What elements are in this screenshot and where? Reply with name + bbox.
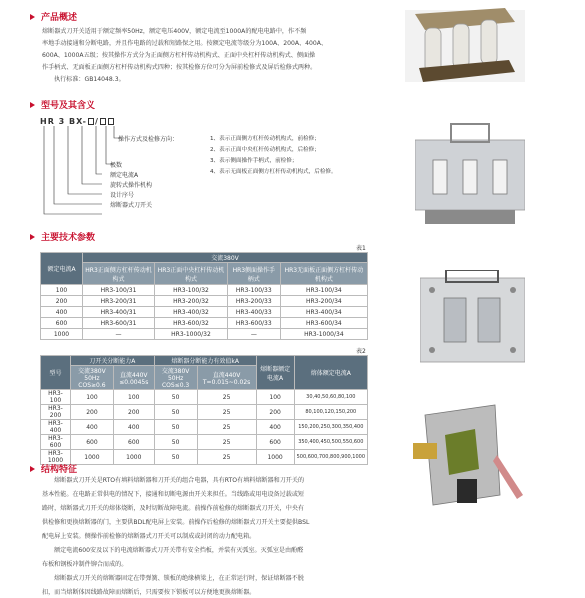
table-row: HR3-1000 1000 1000 50 25 1000 500,600,700,800,900,1000 (41, 450, 368, 465)
table1-note: 表1 (356, 245, 366, 252)
overview-paragraph: 熔断器式刀开关适用于额定频率50Hz，额定电压400V，额定电流至1000A的配电电路中，作不频 率地手动接通和分断电路，并且作电路的过载和短路保之用。按额定电流等级分为100A、200A、400A、 600A、1000A五级；按其操作方式分为正面侧方杠杆传动机构式、正面中央杠杆传动机构式、侧面操 作手柄式、无面板正面侧方杠杆传动机构式四种；按其检修方位可分为屏前检修式及屏后检修式两种。 执行标准：GB14048.3。 (42, 28, 328, 83)
table1: 额定电流A 交流380V HR3正面侧方杠杆传动机构式 HR3正面中央杠杆传动机构式 HR3侧面操作手柄式 HR3无面板正面侧方杠杆传动机构式 100 HR3-100/31 HR3-100/32 HR3-100/33 HR3-100/34 200 HR3-200/31 HR3-200/32 HR3-200/33 HR3-200/34 400 HR3-400/31 HR3-400/32 HR3-400/33 HR3-400/34 600 HR3-600/31 HR3-600/32 HR3-600/33 HR3-600/34 1000 — HR3-1000/32 — HR3-1000/34 (40, 252, 368, 340)
triangle-marker-icon (30, 466, 35, 472)
label-mechanism: 旋转式操作机构 (110, 182, 153, 189)
model-code: HR 3 BX- / (40, 117, 115, 126)
triangle-marker-icon (30, 14, 35, 20)
triangle-marker-icon (30, 102, 35, 108)
product-photo-3 (420, 270, 525, 370)
table-row: 100 HR3-100/31 HR3-100/32 HR3-100/33 HR3-100/34 (41, 285, 368, 296)
table-row: HR3-200 200 200 50 25 200 80,100,120,150,200 (41, 405, 368, 420)
triangle-marker-icon (30, 234, 35, 240)
table-row: HR3-400 400 400 50 25 400 150,200,250,300,350,400 (41, 420, 368, 435)
table-row: 200 HR3-200/31 HR3-200/32 HR3-200/33 HR3-200/34 (41, 296, 368, 307)
structure-paragraph: 熔断器式刀开关是RTO有填料熔断器和刀开关的组合电器，具有RTO有填料熔断器和刀开关的 基本性能。在电路正常供电的情况下，接通和切断电源由开关来担任。当线路或用电设备过载或短 路时，熔断器式刀开关的熔体烧断，及时切断故障电流。前操作前检修的熔断器式刀开关，中央有 供检修和更换熔断器的门，主要供BDL配电屏上安装。前操作后检修的熔断器式刀开关主要提供BSL 配电屏上安装。侧操作前检修的熔断器式刀开关可以制成或封闭的动力配电箱。 额定电流600安及以下的电流熔断器式刀开关带有安全挡板，并装有灭弧室。灭弧室是由酚醛 布板和钢板冲制件铆合而成的。 熔断器式刀开关的熔断器固定在带弹簧、锁板的绝缘横梁上，在正常运行时，保证熔断器不脱 扣，而当熔断体因线路故障而熔断后，只需要按下锁板可以方便地更换熔断器。 (42, 477, 310, 596)
label-pole: 极数 (110, 162, 123, 169)
table-row: 1000 — HR3-1000/32 — HR3-1000/34 (41, 329, 368, 340)
label-name: 熔断器式刀开关 (110, 202, 153, 209)
label-current: 额定电流A (110, 172, 139, 179)
table-row: 600 HR3-600/31 HR3-600/32 HR3-600/33 HR3-600/34 (41, 318, 368, 329)
table-row: HR3-600 600 600 50 25 600 350,400,450,500,550,600 (41, 435, 368, 450)
product-photo-4 (405, 395, 530, 525)
table2-note: 表2 (356, 348, 366, 355)
section-title-model: 型号及其含义 (30, 98, 95, 111)
product-photo-2 (415, 120, 525, 230)
operation-list: 1、表示正面侧方杠杆传动机构式，前检修； 2、表示正面中央杠杆传动机构式，后检修； 3、表示侧面操作手柄式，前检修； 4、表示无面板正面侧方杠杆传动机构式，后检修。 (210, 136, 337, 175)
label-operation: 操作方式及检修方向： (118, 136, 179, 143)
section-title-structure: 结构特征 (30, 462, 77, 475)
table-row: 400 HR3-400/31 HR3-400/32 HR3-400/33 HR3-400/34 (41, 307, 368, 318)
table2: 型号 刀开关分断能力A 熔断器分断能力有效值kA 熔断器额定电流A 熔体额定电流A 交流380V 50Hz COS≥0.6 直流440V ≤0.0045s 交流380V 50Hz COS≤0.3 直流440V T=0.015~0.02s HR3-100 100 100 50 25 100 30,40,50,60,80,100 HR3-200 200 200 50 25 200 80,100,120,150,200 HR3-400 400 400 50 25 400 150,200,250,300,350,400 HR3-600 600 600 50 25 600 350,400,450,500,550,600 HR3-1000 1000 1000 50 25 1000 500,600,700,800,900,1000 (40, 355, 368, 465)
section-title-tech: 主要技术参数 (30, 230, 95, 243)
table-row: HR3-100 100 100 50 25 100 30,40,50,60,80,100 (41, 390, 368, 405)
product-photo-1 (405, 2, 525, 90)
section-title-overview: 产品概述 (30, 10, 77, 23)
label-design: 设计序号 (110, 192, 135, 199)
